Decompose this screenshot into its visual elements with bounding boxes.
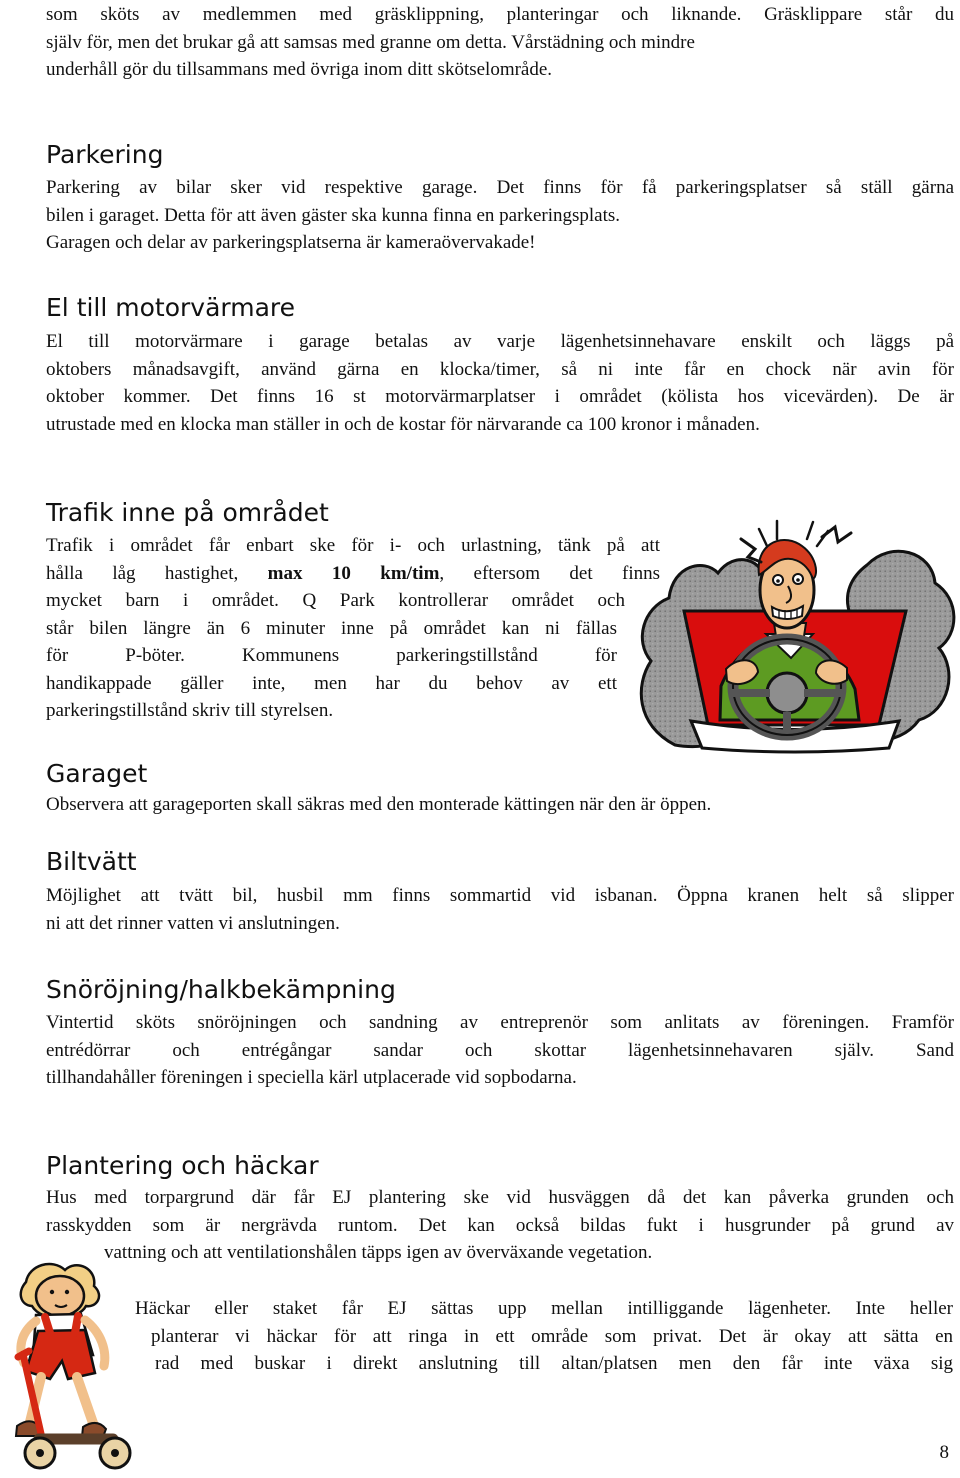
garage-paragraph: Observera att garageporten skall säkras med den monterade kättingen när den är öppen.: [46, 794, 712, 815]
child-left-eye: [50, 1290, 54, 1294]
hedges-line-1: Häckar eller staket får EJ sättas upp mellan intilliggande lägenheter. Inte heller: [135, 1298, 953, 1319]
motion-line-right: [807, 522, 828, 546]
car-wash-line-1: Möjlighet att tvätt bil, husbil mm finns sommartid vid isbanan. Öppna kranen helt så slipper: [46, 885, 954, 906]
car-wash-paragraph: [46, 882, 954, 937]
traffic-line-1: Trafik i området får enbart ske för i- och urlastning, tänk på att: [46, 535, 660, 556]
child-overalls: [26, 1330, 95, 1379]
planting-line-2: rasskydden som är nergrävda runtom. Det kan också bildas fukt i husgrunder på grund av: [46, 1214, 954, 1236]
speed-limit-text: max 10 km/tim: [267, 562, 440, 584]
right-pupil: [796, 578, 800, 582]
child-scooter-illustration: [2, 1258, 147, 1478]
intro-line-3: underhåll gör du tillsammans med övriga inom ditt skötselområde.: [46, 59, 553, 80]
parking-line-3: Garagen och delar av parkeringsplatserna är kameraövervakade!: [46, 232, 536, 253]
child-right-eye: [65, 1290, 69, 1294]
parking-line-1: Parkering av bilar sker vid respektive garage. Det finns för få parkeringsplatser så ställ gärna: [46, 177, 954, 198]
car-wash-heading: Biltvätt: [46, 847, 137, 876]
intro-line-2: själv för, men det brukar gå att samsas med granne om detta. Vårstädning och mindre: [46, 31, 695, 53]
planting-line-3: vattning och att ventilationshålen täpps igen av överväxande vegetation.: [104, 1242, 653, 1263]
garage-heading: Garaget: [46, 759, 148, 788]
parking-paragraph: [46, 174, 954, 257]
planting-heading: Plantering och häckar: [46, 1151, 319, 1180]
traffic-line-2-before: hålla låg hastighet,: [46, 562, 268, 584]
left-pupil: [776, 579, 780, 583]
planting-paragraph: [46, 1184, 954, 1267]
snow-removal-paragraph: [46, 1009, 954, 1092]
traffic-line-3: mycket barn i området. Q Park kontrollerar området och: [46, 590, 625, 611]
traffic-line-4: står bilen längre än 6 minuter inne på området kan ni fällas: [46, 617, 617, 639]
traffic-line-2: [46, 560, 660, 588]
planting-line-1: Hus med torpargrund där får EJ plantering ske vid husväggen då det kan påverka grunden och: [46, 1187, 954, 1208]
hedges-paragraph: [135, 1295, 953, 1378]
traffic-line-7: parkeringstillstånd skriv till styrelsen.: [46, 700, 334, 721]
child-right-leg: [77, 1377, 93, 1423]
angry-driver-illustration: [629, 515, 959, 755]
snow-removal-line-1: Vintertid sköts snöröjningen och sandning av entreprenör som anlitats av föreningen. Framför: [46, 1012, 954, 1033]
engine-heater-line-4: utrustade med en klocka man ställer in och de kostar för närvarande ca 100 kronor i månaden.: [46, 413, 760, 435]
traffic-heading: Trafik inne på området: [46, 498, 329, 527]
engine-heater-paragraph: [46, 328, 954, 438]
traffic-line-6: handikappade gäller inte, men har du behov av ett: [46, 672, 617, 694]
hedges-line-3: rad med buskar i direkt anslutning till altan/platsen men den får inte växa sig: [155, 1353, 953, 1374]
snow-removal-heading: Snöröjning/halkbekämpning: [46, 975, 396, 1004]
traffic-paragraph: [46, 532, 660, 725]
traffic-line-2-after: , eftersom det finns: [439, 562, 661, 584]
child-face: [36, 1276, 84, 1316]
snow-removal-line-2: entrédörrar och entrégångar sandar och skottar lägenhetsinnehavaren själv. Sand: [46, 1039, 954, 1061]
engine-heater-heading: El till motorvärmare: [46, 293, 296, 322]
parking-line-2: bilen i garaget. Detta för att även gäster ska kunna finna en parkeringsplats.: [46, 204, 621, 226]
snow-removal-line-3: tillhandahåller föreningen i speciella kärl utplacerade vid sopbodarna.: [46, 1067, 577, 1088]
engine-heater-line-3: oktober kommer. Det finns 16 st motorvärmarplatser i området (kölista hos vicevärden). De är: [46, 386, 954, 407]
hedges-line-2: planterar vi häckar för att ringa in ett område som privat. Det är okay att sätta en: [151, 1325, 953, 1347]
steering-hub: [767, 673, 807, 713]
traffic-line-5: för P-böter. Kommunens parkeringstillstånd för: [46, 645, 617, 666]
scooter-front-hub: [36, 1449, 44, 1457]
page-number: 8: [939, 1442, 949, 1463]
engine-heater-line-2: oktobers månadsavgift, använd gärna en klocka/timer, så ni inte får en chock när avin för: [46, 358, 954, 380]
parking-heading: Parkering: [46, 140, 164, 169]
engine-heater-line-1: El till motorvärmare i garage betalas av varje lägenhetsinnehavare enskilt och läggs på: [46, 331, 954, 352]
intro-line-1: som sköts av medlemmen med gräsklippning, planteringar och liknande. Gräsklippare står du: [46, 4, 954, 25]
scooter-back-hub: [111, 1449, 119, 1457]
car-wash-line-2: ni att det rinner vatten vi anslutningen.: [46, 912, 340, 934]
intro-paragraph: [46, 1, 954, 84]
